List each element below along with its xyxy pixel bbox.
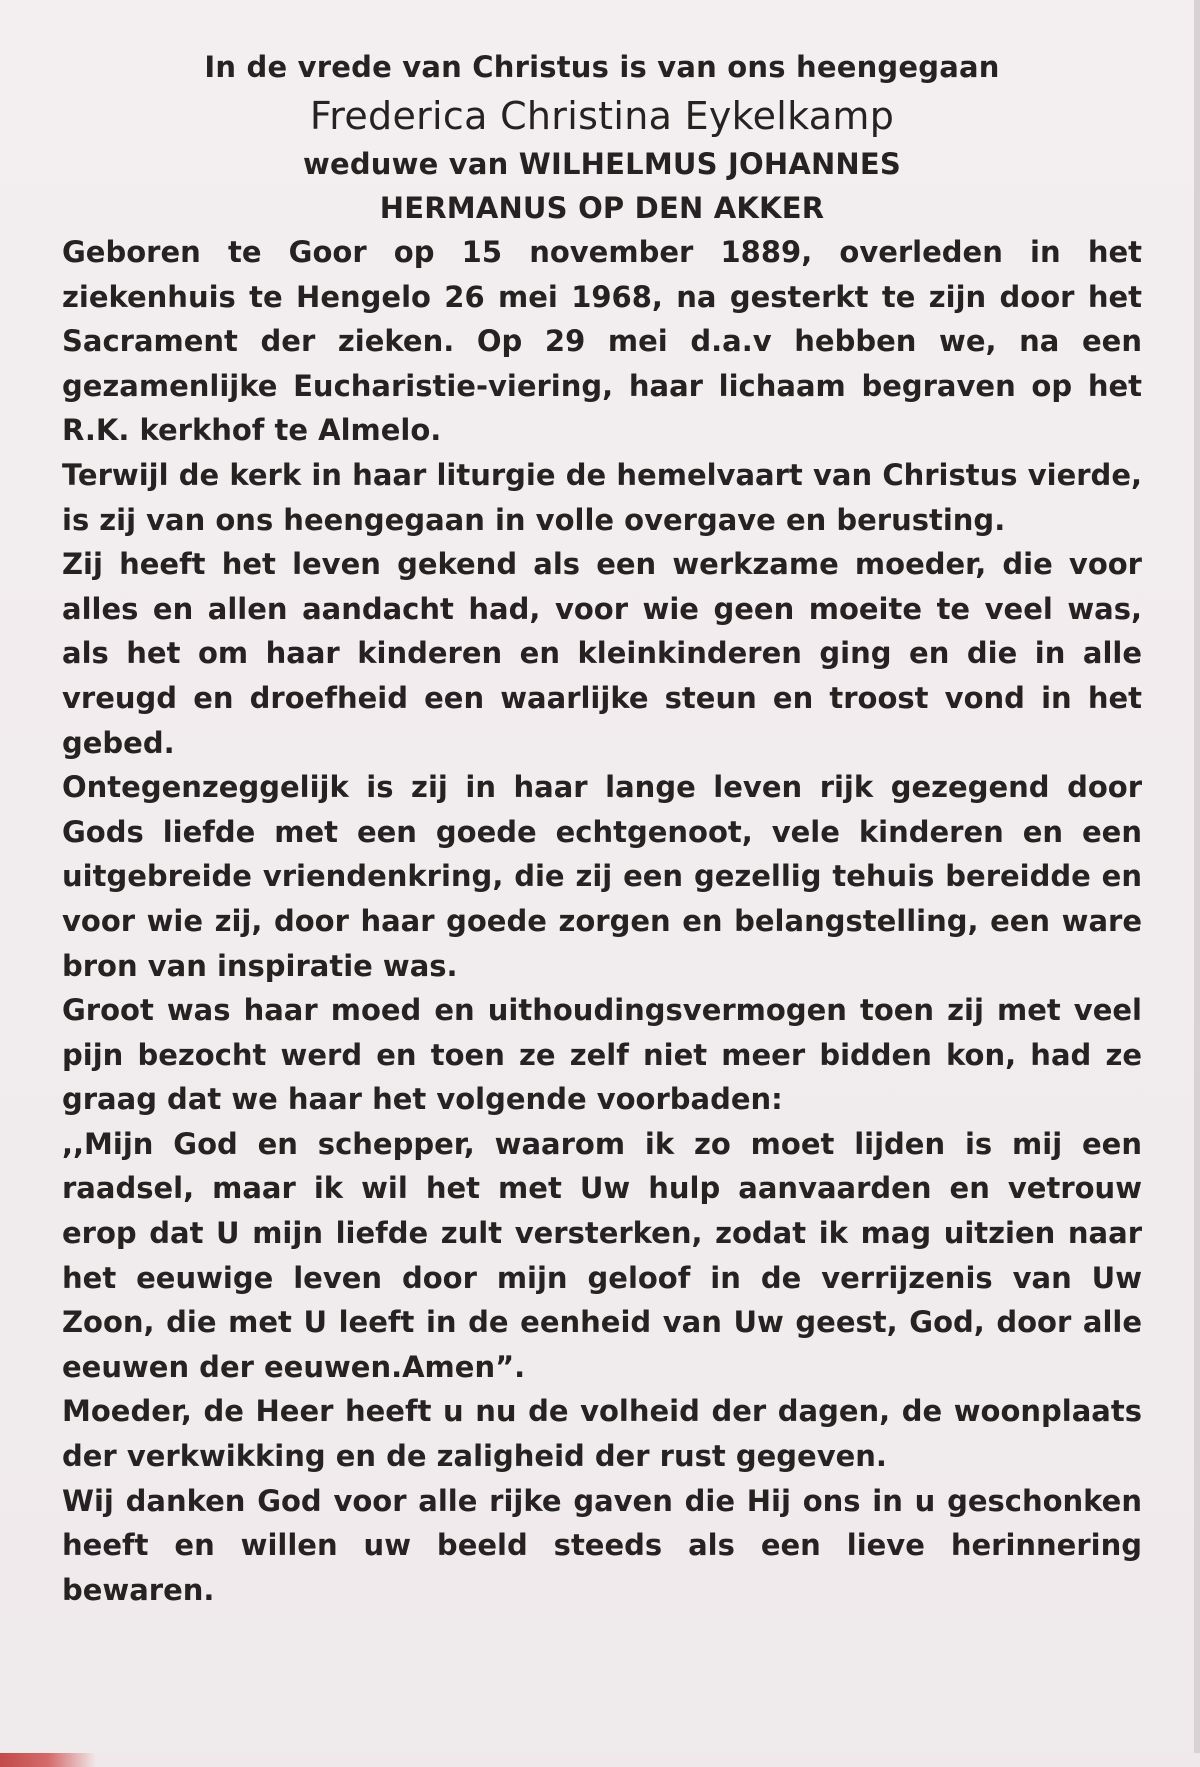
heading-intro: In de vrede van Christus is van ons heengegaan — [204, 50, 1000, 84]
paragraph-mother: Zij heeft het leven gekend als een werkzame moeder, die voor alles en allen aandacht had, voor wie geen moeite te veel was, als het om haar kinderen en kleinkinderen ging en die in alle vreugd en droefheid een waarlijke steun en troost vond in het gebed. — [62, 547, 1142, 760]
paragraph-birth-death: Geboren te Goor op 15 november 1889, overleden in het ziekenhuis te Hengelo 26 mei 1968, na gesterkt te zijn door het Sacrament der zieken. Op 29 mei d.a.v hebben we, na een gezamenlijke Eucharistie-viering, haar lichaam begraven op het R.K. kerkhof te Almelo. — [62, 235, 1142, 448]
paragraph-thanks: Wij danken God voor alle rijke gaven die Hij ons in u geschonken heeft en willen uw beeld steeds als een lieve herinnering bewaren. — [62, 1483, 1142, 1607]
paragraph-blessed: Ontegenzeggelijk is zij in haar lange leven rijk gezegend door Gods liefde met een goede echtgenoot, vele kinderen en een uitgebreide vriendenkring, die zij een gezellig tehuis bereidde en voor wie zij, door haar goede zorgen en belangstelling, een ware bron van inspiratie was. — [62, 770, 1142, 983]
paragraph-mother-farewell: Moeder, de Heer heeft u nu de volheid der dagen, de woonplaats der verkwikking en de zaligheid der rust gegeven. — [62, 1394, 1142, 1474]
widow-line: weduwe van WILHELMUS JOHANNES — [302, 147, 902, 181]
card-edge-bottom — [0, 1753, 1200, 1767]
paragraph-prayer: ,,Mijn God en schepper, waarom ik zo moet lijden is mij een raadsel, maar ik wil het met Uw hulp aanvaarden en vetrouw erop dat U mijn liefde zult versterken, zodat ik mag uitzien naar het eeuwige leven door mijn geloof in de verrijzenis van Uw Zoon, die met U leeft in de eenheid van Uw geest, God, door alle eeuwen der eeuwen.Amen”. — [62, 1126, 1142, 1384]
deceased-name: Frederica Christina Eykelkamp — [309, 94, 895, 138]
card-content — [62, 44, 1142, 1612]
husband-line: HERMANUS OP DEN AKKER — [379, 191, 825, 225]
paragraph-courage: Groot was haar moed en uithoudingsvermogen toen zij met veel pijn bezocht werd en toen ze zelf niet meer bidden kon, had ze graag dat we haar het volgende voorbaden: — [62, 993, 1142, 1117]
card-edge-right — [1194, 0, 1200, 1767]
paragraph-ascension: Terwijl de kerk in haar liturgie de hemelvaart van Christus vierde, is zij van ons heengegaan in volle overgave en berusting. — [62, 457, 1142, 537]
